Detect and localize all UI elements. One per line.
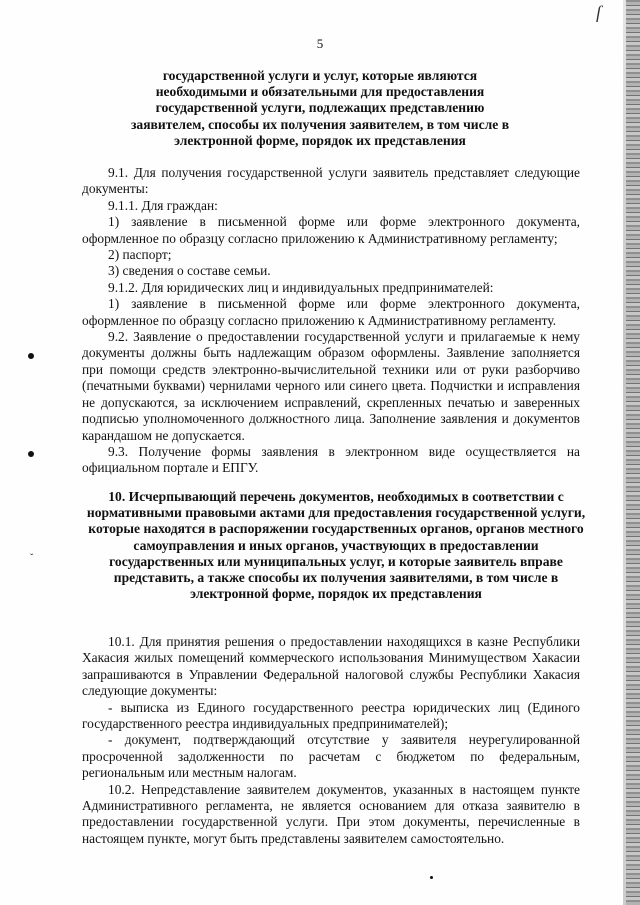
paragraph-9-1: 9.1. Для получения государственной услуги заявитель представляет следующие документы:	[82, 165, 580, 197]
hole-punch-mark	[28, 353, 34, 359]
paragraph-10-1: 10.1. Для принятия решения о предоставлении находящихся в казне Республики Хакасия жилых помещений коммерческого использования Минимуществом Хакасии запрашиваются в Управлении Федеральной налоговой службы Республики Хакасия следующие документы:	[82, 634, 580, 699]
speck-mark	[430, 876, 433, 879]
margin-mark: ſ	[596, 2, 602, 22]
section-10-body	[82, 634, 580, 847]
paragraph-10-1-item-2: - документ, подтверждающий отсутствие у заявителя неурегулированной просроченной задолженности по расчетам с бюджетом по федеральным, региональным или местным налогам.	[82, 732, 580, 781]
paragraph-9-1-2-item-1: 1) заявление в письменной форме или форме электронного документа, оформленное по образцу согласно приложению к Административному регламенту.	[82, 296, 580, 328]
paragraph-9-1-1-item-2: 2) паспорт;	[108, 247, 172, 263]
hole-punch-mark	[28, 451, 34, 457]
margin-tick-mark: ˇ	[30, 553, 34, 564]
paragraph-9-1-1: 9.1.1. Для граждан:	[108, 197, 218, 213]
paragraph-9-1-1-item-3: 3) сведения о составе семьи.	[108, 263, 271, 279]
section-10-heading: 10. Исчерпывающий перечень документов, необходимых в соответствии с нормативными правовыми актами для предоставления государственной услуги, которые находятся в распоряжении государственных органов, органов местного самоуправления и иных органов, участвующих в предоставлении государственных или муниципальных услуг, и которые заявитель вправе представить, а также способы их получения заявителями, в том числе в электронной форме, порядок их представления	[86, 489, 586, 602]
paragraph-10-1-item-1: - выписка из Единого государственного реестра юридических лиц (Единого государственного реестра индивидуальных предпринимателей);	[82, 699, 580, 732]
scan-edge-gradient	[623, 0, 626, 905]
paragraph-9-1-2: 9.1.2. Для юридических лиц и индивидуальных предпринимателей:	[108, 279, 494, 295]
paragraph-9-1-1-item-1: 1) заявление в письменной форме или форме электронного документа, оформленное по образцу согласно приложению к Административному регламенту;	[82, 214, 580, 246]
section-heading-continued: государственной услуги и услуг, которые являются необходимыми и обязательными для предоставления государственной услуги, подлежащих представлению заявителем, способы их получения заявителем, в том числе в электронной форме, порядок их представления	[130, 68, 510, 148]
paragraph-9-3: 9.3. Получение формы заявления в электронном виде осуществляется на официальном портале и ЕПГУ.	[82, 443, 580, 476]
scan-edge-shadow	[626, 0, 640, 905]
page-number: 5	[316, 36, 324, 51]
section-9-body	[82, 165, 580, 477]
paragraph-10-2: 10.2. Непредставление заявителем документов, указанных в настоящем пункте Административного регламента, не является основанием для отказа заявителю в предоставлении государственной услуги. При этом документы, перечисленные в настоящем пункте, могут быть представлены заявителем самостоятельно.	[82, 781, 580, 846]
paragraph-9-2: 9.2. Заявление о предоставлении государственной услуги и прилагаемые к нему документы должны быть надлежащим образом оформлены. Заявление заполняется при помощи средств электронно-вычислительной техники или от руки разборчиво (печатными буквами) чернилами черного или синего цвета. Подчистки и исправления не допускаются, за исключением исправлений, скрепленных печатью и заверенных подписью уполномоченного должностного лица. Заполнение заявления и документов карандашом не допускается.	[82, 329, 580, 443]
